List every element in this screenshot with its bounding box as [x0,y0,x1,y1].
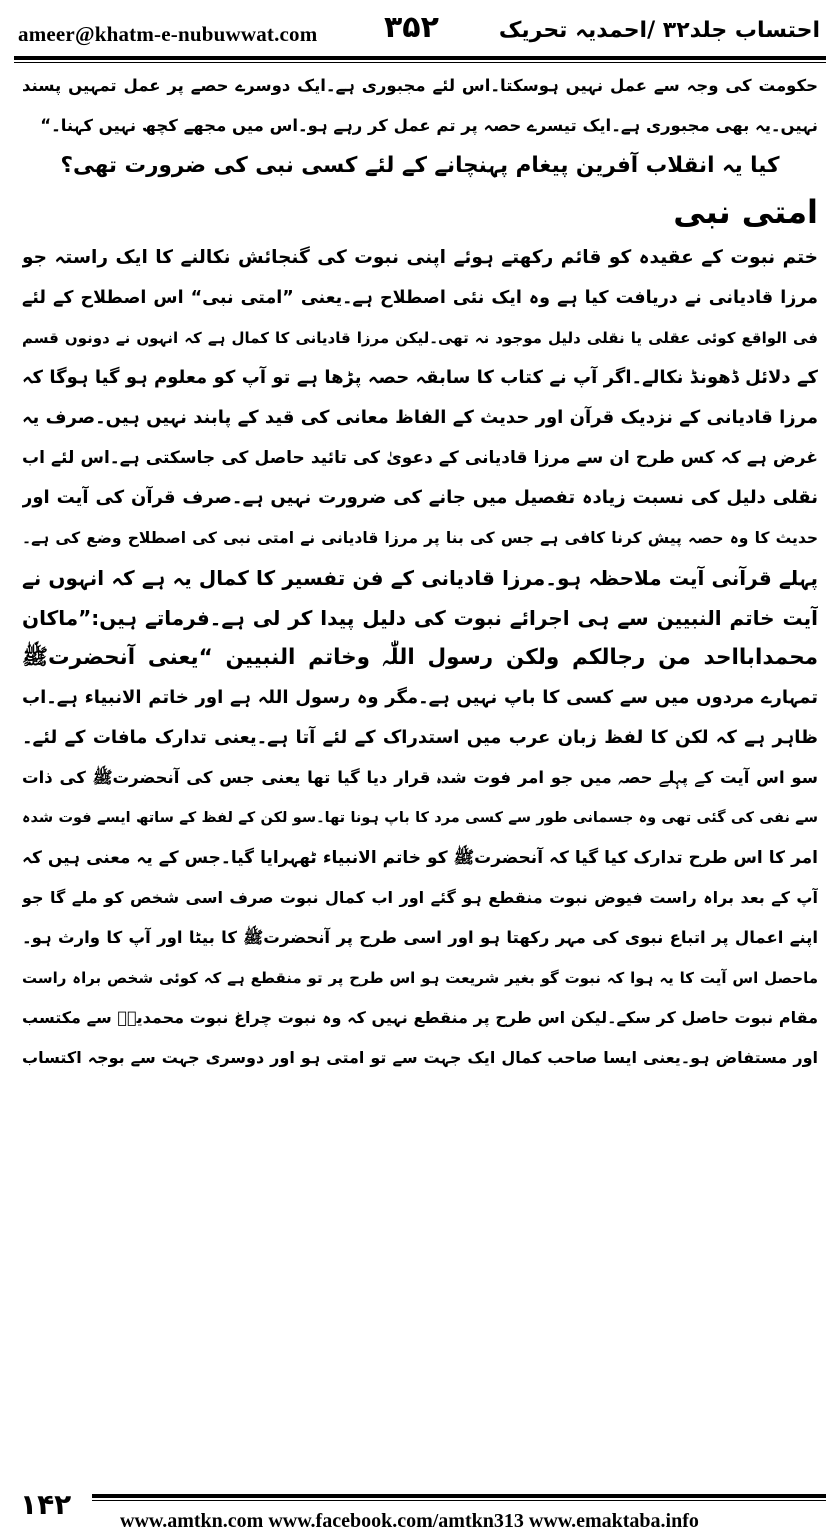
text-line: اور مستفاض ہو۔یعنی ایسا صاحب کمال ایک جہت سے تو امتی ہو اور دوسری جہت سے بوجہ اکتساب [22,1048,818,1067]
header-page-number: ۳۵۲ [384,10,439,45]
footer-rule-thick [92,1494,826,1498]
footer-page-number: ۱۴۲ [20,1488,72,1521]
text-line: مقام نبوت حاصل کر سکے۔لیکن اس طرح پر منقطع نہیں کہ وہ نبوت چراغ نبوت محمدیہؐ سے مکتسب [22,1008,818,1027]
header-rule-thick [14,56,826,60]
quran-verse-line: محمدابااحد من رجالکم ولکن رسول اللّٰہ وخاتم النبیین “یعنی آنحضرتﷺ [22,645,818,670]
text-line: سو اس آیت کے پہلے حصہ میں جو امر فوت شدہ قرار دیا گیا تھا یعنی جس کی آنحضرتﷺ کی ذات [22,768,818,787]
question-line: کیا یہ انقلاب آفرین پیغام پہنچانے کے لئے کسی نبی کی ضرورت تھی؟ [60,153,780,178]
text-line: کے دلائل ڈھونڈ نکالے۔اگر آپ نے کتاب کا سابقہ حصہ پڑھا ہے تو آپ کو معلوم ہو گیا ہوگا کہ [22,367,818,388]
text-line: مرزا قادیانی نے دریافت کیا ہے وہ ایک نئی اصطلاح ہے۔یعنی ”امتی نبی“ اس اصطلاح کے لئے [22,288,818,308]
footer-rule-thin [92,1500,826,1501]
text-line: ماحصل اس آیت کا یہ ہوا کہ نبوت گو بغیر شریعت ہو اس طرح پر تو منقطع ہے کہ کوئی شخص براہ راست [22,969,818,987]
header-email: ameer@khatm-e-nubuwwat.com [18,22,318,46]
text-line: آیت خاتم النبیین سے ہی اجرائے نبوت کی دلیل پیدا کر لی ہے۔فرماتے ہیں:”ماکان [22,606,818,630]
footer-links: www.amtkn.com www.facebook.com/amtkn313 www.emaktaba.info [120,1510,699,1532]
text-line: ختم نبوت کے عقیدہ کو قائم رکھتے ہوئے اپنی نبوت کی گنجائش نکالنے کا ایک راستہ جو [22,247,818,268]
text-line: سے نفی کی گئی تھی وہ جسمانی طور سے کسی مرد کا باپ ہونا تھا۔سو لکن کے لفظ کے ساتھ ایسے فوت شدہ [22,810,818,826]
text-line: مرزا قادیانی کے نزدیک قرآن اور حدیث کے الفاظ معانی کی قید کے پابند نہیں ہیں۔صرف یہ [22,407,818,428]
text-line: تمہارے مردوں میں سے کسی کا باپ نہیں ہے۔مگر وہ رسول اللہ ہے اور خاتم الانبیاء ہے۔اب [22,687,818,708]
text-line: امر کا اس طرح تدارک کیا گیا کہ آنحضرتﷺ کو خاتم الانبیاء ٹھہرایا گیا۔جس کے یہ معنی ہیں کہ [22,848,818,868]
text-line: پہلے قرآنی آیت ملاحظہ ہو۔مرزا قادیانی کے فن تفسیر کا کمال یہ ہے کہ انہوں نے [22,566,818,590]
page-footer [0,1480,840,1540]
section-heading: امتی نبی [673,193,818,231]
text-line: فی الواقع کوئی عقلی یا نقلی دلیل موجود نہ تھی۔لیکن مرزا قادیانی کا کمال ہے کہ انہوں نے دونوں قسم [22,329,818,347]
text-line: نقلی دلیل کی نسبت زیادہ تفصیل میں جانے کی ضرورت نہیں ہے۔صرف قرآن کی آیت اور [22,487,818,508]
page-header [0,0,840,60]
header-rule-thin [14,62,826,63]
text-line: آپ کے بعد براہ راست فیوض نبوت منقطع ہو گئے اور اب کمال نبوت صرف اسی شخص کو ملے گا جو [22,888,818,907]
page-body [22,66,818,1466]
text-line: ظاہر ہے کہ لکن کا لفظ زبان عرب میں استدراک کے لئے آتا ہے۔یعنی تدارک مافات کے لئے۔ [22,727,818,748]
text-line: اپنے اعمال پر اتباع نبوی کی مہر رکھتا ہو اور اسی طرح پر آنحضرتﷺ کا بیٹا اور آپ کا وارث ہو۔ [22,928,818,947]
text-line: حکومت کی وجہ سے عمل نہیں ہوسکتا۔اس لئے مجبوری ہے۔ایک دوسرے حصے پر عمل تمہیں پسند [22,76,818,95]
text-line: حدیث کا وہ حصہ پیش کرنا کافی ہے جس کی بنا پر مرزا قادیانی نے امتی نبی کی اصطلاح وضع کی ہے۔ [22,529,818,547]
header-title: احتساب جلد۳۲ /احمدیہ تحریک [498,18,820,43]
text-line: غرض ہے کہ کس طرح ان سے مرزا قادیانی کے دعویٰ کی تائید حاصل کی جاسکتی ہے۔اس لئے اب [22,448,818,468]
text-line: نہیں۔یہ بھی مجبوری ہے۔ایک تیسرے حصہ پر تم عمل کر رہے ہو۔اس میں مجھے کچھ نہیں کہنا۔“ [40,116,818,135]
